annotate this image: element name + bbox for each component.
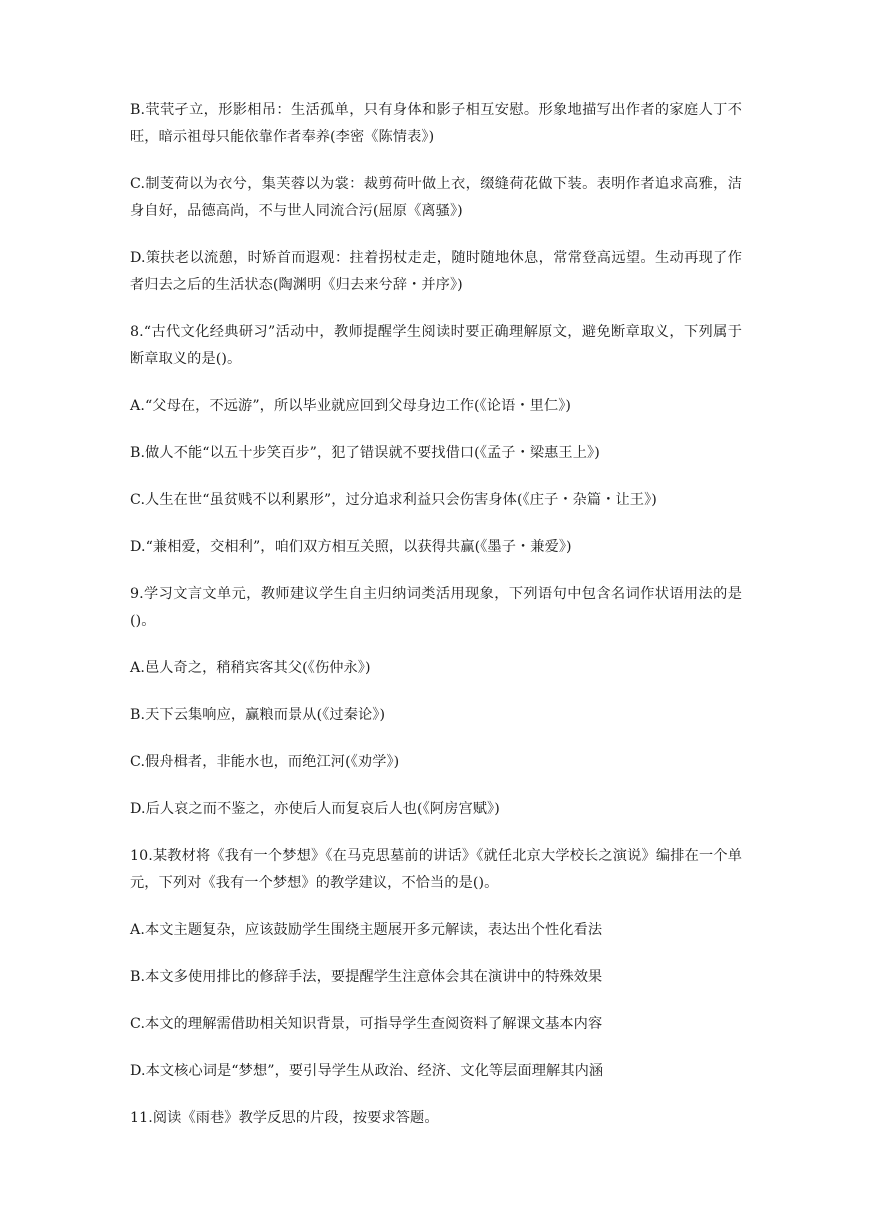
question-8-option-a: A.“父母在，不远游”，所以毕业就应回到父母身边工作(《论语・里仁》) [130, 398, 572, 414]
question-8: 8.“古代文化经典研习”活动中，教师提醒学生阅读时要正确理解原文，避免断章取义，下列属于断章取义的是()。 [130, 324, 742, 367]
question-10-option-b: B.本文多使用排比的修辞手法，要提醒学生注意体会其在演讲中的特殊效果 [130, 969, 603, 985]
question-9: 9.学习文言文单元，教师建议学生自主归纳词类活用现象，下列语句中包含名词作状语用法的是()。 [130, 586, 742, 629]
question-10: 10.某教材将《我有一个梦想》《在马克思墓前的讲话》《就任北京大学校长之演说》编排在一个单元，下列对《我有一个梦想》的教学建议，不恰当的是()。 [130, 848, 742, 891]
question-10-option-c: C.本文的理解需借助相关知识背景，可指导学生查阅资料了解课文基本内容 [130, 1016, 603, 1032]
question-8-option-c: C.人生在世“虽贫贱不以利累形”，过分追求利益只会伤害身体(《庄子・杂篇・让王》) [130, 492, 657, 508]
question-8-option-b: B.做人不能“以五十步笑百步”，犯了错误就不要找借口(《孟子・梁惠王上》) [130, 445, 600, 461]
question-10-option-d: D.本文核心词是“梦想”，要引导学生从政治、经济、文化等层面理解其内涵 [130, 1063, 604, 1079]
question-11: 11.阅读《雨巷》教学反思的片段，按要求答题。 [130, 1110, 439, 1126]
document-page [130, 97, 742, 1152]
question-9-option-a: A.邑人奇之，稍稍宾客其父(《伤仲永》) [130, 660, 371, 676]
question-10-option-a: A.本文主题复杂，应该鼓励学生围绕主题展开多元解读，表达出个性化看法 [130, 922, 603, 938]
option-b-chenqingbiao: B.茕茕孑立，形影相吊：生活孤单，只有身体和影子相互安慰。形象地描写出作者的家庭人丁不旺，暗示祖母只能依靠作者奉养(李密《陈情表》) [130, 102, 742, 145]
question-8-option-d: D.“兼相爱，交相利”，咱们双方相互关照，以获得共赢(《墨子・兼爱》) [130, 539, 572, 555]
option-c-lisao: C.制芰荷以为衣兮，集芙蓉以为裳：裁剪荷叶做上衣，缀缝荷花做下装。表明作者追求高雅，洁身自好，品德高尚，不与世人同流合污(屈原《离骚》) [130, 176, 742, 219]
option-d-guiqulaixi: D.策扶老以流憩，时矫首而遐观：拄着拐杖走走，随时随地休息，常常登高远望。生动再现了作者归去之后的生活状态(陶渊明《归去来兮辞・并序》) [130, 250, 742, 293]
question-9-option-c: C.假舟楫者，非能水也，而绝江河(《劝学》) [130, 754, 400, 770]
question-9-option-b: B.天下云集响应，赢粮而景从(《过秦论》) [130, 707, 386, 723]
question-9-option-d: D.后人哀之而不鉴之，亦使后人而复哀后人也(《阿房宫赋》) [130, 801, 500, 817]
